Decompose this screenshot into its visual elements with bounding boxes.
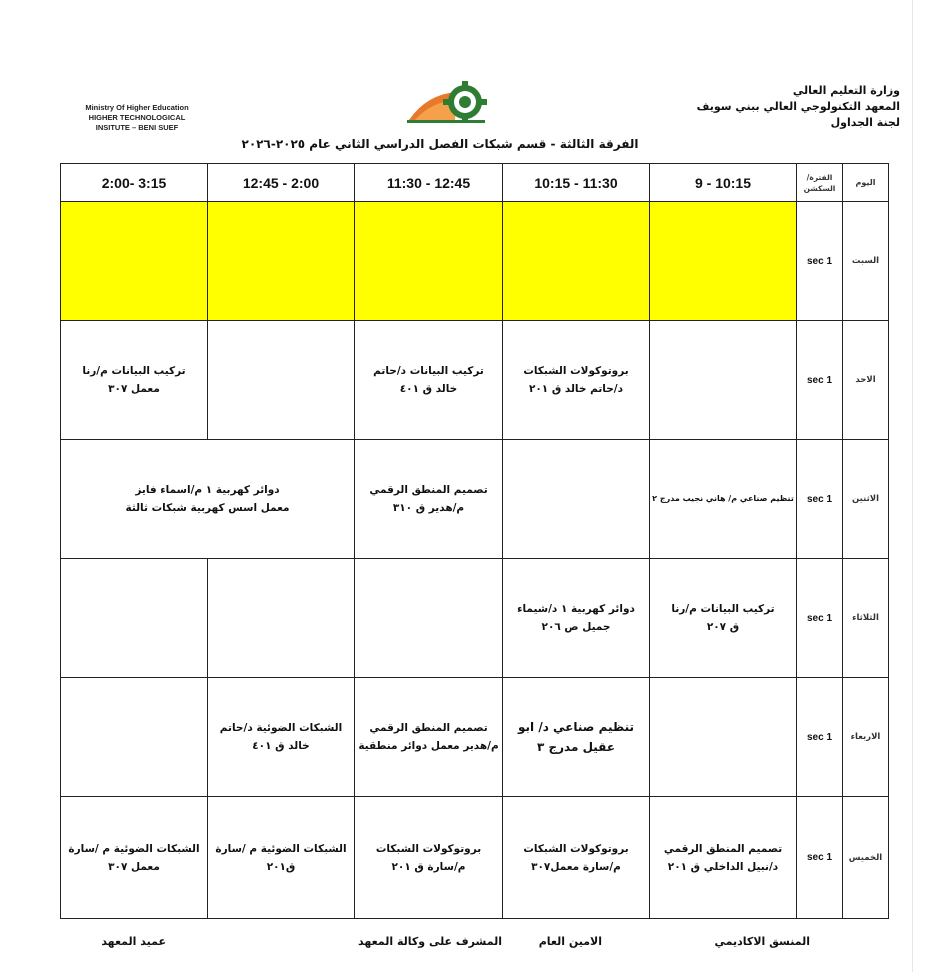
section-cell: sec 1	[797, 797, 843, 919]
table-row-tuesday	[61, 559, 889, 678]
schedule-cell	[650, 321, 797, 440]
day-cell: الثلاثاء	[843, 559, 889, 678]
schedule-cell	[208, 678, 355, 797]
course-location: د/حاتم خالد ق ٢٠١	[528, 383, 624, 395]
time-slot-3: 11:30 - 12:45	[355, 164, 503, 202]
table-row-thursday	[61, 797, 889, 919]
institute-logo	[405, 80, 501, 126]
day-cell: السبت	[843, 202, 889, 321]
schedule-cell	[208, 321, 355, 440]
course-name: تصميم المنطق الرقمي	[663, 842, 783, 855]
schedule-cell	[61, 797, 208, 919]
schedule-cell	[650, 202, 797, 321]
ministry-ar-line: وزارة التعليم العالي	[792, 84, 900, 97]
ministry-en-line: Ministry Of Higher Education	[85, 103, 189, 112]
schedule-cell	[208, 797, 355, 919]
table-row-wednesday	[61, 678, 889, 797]
course-name: الشبكات الضوئية م /سارة	[68, 842, 200, 855]
course-location: عقيل مدرج ٣	[536, 740, 616, 754]
schedule-cell	[355, 678, 503, 797]
institute-en-line: HIGHER TECHNOLOGICAL	[88, 113, 186, 122]
course-location: م/هدير معمل دوائر منطقية	[358, 740, 499, 752]
section-cell: sec 1	[797, 559, 843, 678]
time-slot-4: 12:45 - 2:00	[208, 164, 355, 202]
course-location: خالد ق ٤٠١	[252, 740, 310, 752]
course-name: تركيب البيانات د/حاتم	[373, 365, 484, 377]
course-location: خالد ق ٤٠١	[399, 383, 458, 395]
schedule-cell	[650, 678, 797, 797]
schedule-cell	[503, 559, 650, 678]
schedule-cell-merged	[61, 440, 355, 559]
schedule-title: الفرقة الثالثة - قسم شبكات الفصل الدراسي الثاني عام ٢٠٢٥-٢٠٢٦	[241, 137, 639, 151]
time-slot-1: 9 - 10:15	[650, 164, 797, 202]
day-cell: الاحد	[843, 321, 889, 440]
course-location: م/سارة معمل٣٠٧	[531, 860, 621, 873]
course-name: تصميم المنطق الرقمي	[369, 722, 488, 734]
table-row-monday	[61, 440, 889, 559]
course-name: الشبكات الضوئية د/حاتم	[219, 722, 343, 734]
time-slot-2: 10:15 - 11:30	[503, 164, 650, 202]
schedule-cell	[355, 440, 503, 559]
table-row-sunday	[61, 321, 889, 440]
institute-ar-line: المعهد التكنولوجي العالي ببني سويف	[696, 100, 900, 113]
course-name: بروتوكولات الشبكات	[523, 842, 629, 855]
course-name: تصميم المنطق الرقمي	[369, 484, 488, 496]
day-cell: الاربعاء	[843, 678, 889, 797]
section-cell: sec 1	[797, 678, 843, 797]
day-column-header: اليوم	[843, 164, 889, 202]
ministry-english-header	[72, 103, 202, 133]
schedule-cell	[208, 202, 355, 321]
period-label: الفترة/	[806, 172, 833, 182]
schedule-cell	[208, 559, 355, 678]
schedule-cell	[503, 797, 650, 919]
section-cell: sec 1	[797, 440, 843, 559]
course-name: تنظيم صناعي د/ ابو	[518, 720, 634, 734]
course-location: معمل ٣٠٧	[108, 383, 160, 395]
schedule-table	[60, 163, 889, 919]
course-name: الشبكات الضوئية م /سارة	[215, 842, 347, 855]
day-cell: الاثنين	[843, 440, 889, 559]
course-name: دوائر كهربية ١ م/اسماء فايز	[135, 484, 280, 496]
footer-dean: عميد المعهد	[101, 935, 166, 948]
footer-supervisor: المشرف على وكالة المعهد	[358, 935, 502, 948]
schedule-cell	[355, 797, 503, 919]
schedule-cell	[650, 559, 797, 678]
section-column-header	[797, 164, 843, 202]
schedule-cell	[61, 678, 208, 797]
schedule-cell	[503, 678, 650, 797]
footer-secretary: الامين العام	[538, 935, 602, 948]
table-row-saturday	[61, 202, 889, 321]
page-edge	[912, 0, 913, 972]
schedule-cell	[650, 440, 797, 559]
ministry-arabic-header	[660, 83, 900, 131]
course-location: جميل ص ٢٠٦	[541, 621, 611, 633]
course-location: ق٢٠١	[266, 860, 296, 873]
course-location: م/هدير ق ٣١٠	[392, 502, 465, 514]
header-row	[61, 164, 889, 202]
course-location: معمل ٣٠٧	[108, 860, 160, 873]
course-name: تركيب البيانات م/رنا	[82, 365, 186, 377]
schedule-cell	[355, 202, 503, 321]
course-name: دوائر كهربية ١ د/شيماء	[517, 603, 635, 615]
schedule-cell	[61, 321, 208, 440]
schedule-cell	[355, 321, 503, 440]
course-location: معمل اسس كهربية شبكات ثالثة	[125, 502, 290, 514]
section-label: السكشن	[803, 183, 836, 193]
course-location: ق ٢٠٧	[706, 621, 740, 633]
section-cell: sec 1	[797, 321, 843, 440]
committee-ar-line: لجنة الجداول	[830, 116, 900, 129]
schedule-cell	[355, 559, 503, 678]
time-slot-5: 2:00- 3:15	[61, 164, 208, 202]
schedule-cell	[61, 559, 208, 678]
section-cell: sec 1	[797, 202, 843, 321]
course-name: بروتوكولات الشبكات	[375, 842, 482, 855]
schedule-cell	[503, 321, 650, 440]
schedule-cell	[650, 797, 797, 919]
course-name: تركيب البيانات م/رنا	[671, 603, 775, 615]
footer-coordinator: المنسق الاكاديمي	[714, 935, 810, 948]
course-location: د/نبيل الداخلي ق ٢٠١	[667, 860, 779, 873]
institute-location-en-line: INSITUTE – BENI SUEF	[95, 123, 179, 132]
schedule-cell	[503, 202, 650, 321]
course-location: م/سارة ق ٢٠١	[391, 860, 466, 873]
schedule-cell	[503, 440, 650, 559]
schedule-cell	[61, 202, 208, 321]
course-name: تنظيم صناعي م/ هاني نجيب مدرج ٢	[652, 494, 794, 503]
course-name: بروتوكولات الشبكات	[523, 365, 629, 377]
day-cell: الخميس	[843, 797, 889, 919]
